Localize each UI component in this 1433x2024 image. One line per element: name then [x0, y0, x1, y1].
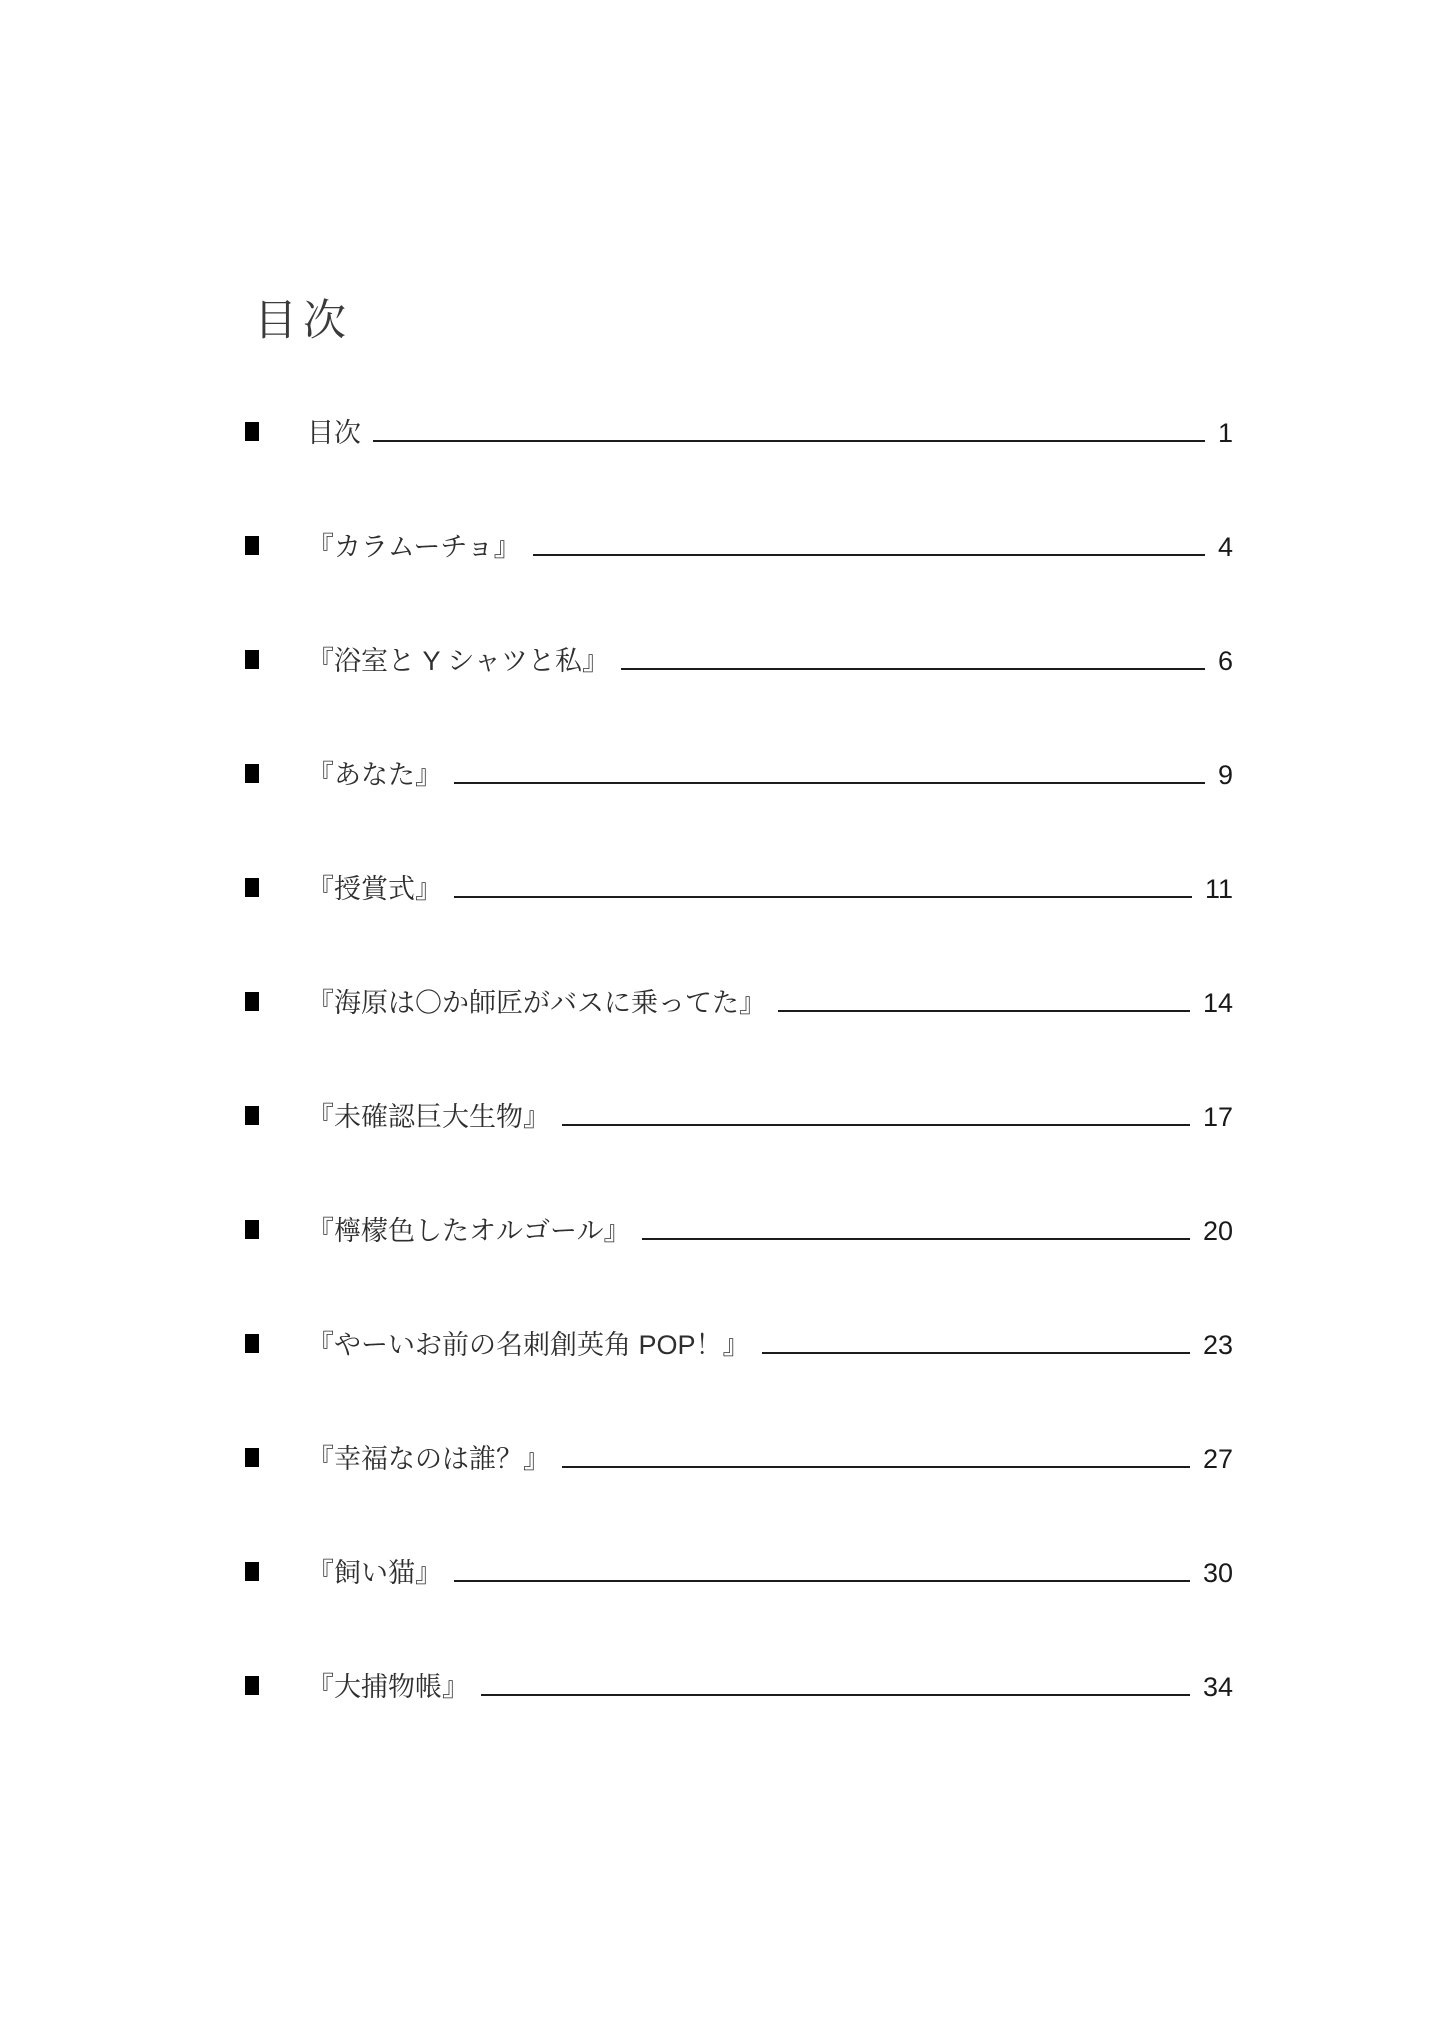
- toc-leader-line: [778, 1010, 1190, 1012]
- toc-leader-line: [454, 1580, 1190, 1582]
- toc-leader-line: [533, 554, 1205, 556]
- toc-page-number: 4: [1217, 532, 1233, 562]
- toc-leader-line: [454, 782, 1205, 784]
- square-bullet-icon: [245, 878, 259, 897]
- toc-leader-line: [454, 896, 1192, 898]
- square-bullet-icon: [245, 1676, 259, 1695]
- toc-entry[interactable]: [245, 1401, 1233, 1515]
- toc-entry-label: 『海原は〇か師匠がバスに乗ってた』: [307, 988, 766, 1018]
- toc-page-number: 30: [1202, 1558, 1233, 1588]
- toc-page-number: 1: [1217, 418, 1233, 448]
- toc-entry-label: 『やーいお前の名刺創英角 POP！』: [307, 1330, 750, 1360]
- toc-leader-line: [621, 668, 1205, 670]
- toc-entry[interactable]: [245, 1287, 1233, 1401]
- toc-page-number: 9: [1217, 760, 1233, 790]
- toc-page-number: 27: [1202, 1444, 1233, 1474]
- toc-leader-line: [642, 1238, 1189, 1240]
- toc-page-number: 14: [1202, 988, 1233, 1018]
- toc-leader-line: [562, 1466, 1190, 1468]
- square-bullet-icon: [245, 650, 259, 669]
- toc-leader-line: [562, 1124, 1190, 1126]
- toc-entry-label: 『授賞式』: [307, 874, 442, 904]
- toc-entry[interactable]: [245, 945, 1233, 1059]
- toc-entry-label: 『浴室と Y シャツと私』: [307, 646, 609, 676]
- toc-leader-line: [762, 1352, 1190, 1354]
- toc-entry-label: 『檸檬色したオルゴール』: [307, 1216, 631, 1246]
- square-bullet-icon: [245, 992, 259, 1011]
- toc-entry-label: 『幸福なのは誰？』: [307, 1444, 550, 1474]
- toc-leader-line: [373, 440, 1205, 442]
- page-title: 目次: [254, 297, 352, 345]
- square-bullet-icon: [245, 1106, 259, 1125]
- square-bullet-icon: [245, 1448, 259, 1467]
- square-bullet-icon: [245, 1334, 259, 1353]
- toc-entry-label: 『大捕物帳』: [307, 1672, 469, 1702]
- toc-page-number: 23: [1202, 1330, 1233, 1360]
- toc-page-number: 11: [1204, 874, 1233, 904]
- toc-entry-label: 『カラムーチョ』: [307, 532, 521, 562]
- toc-entry[interactable]: [245, 1515, 1233, 1629]
- toc-entry-label: 『飼い猫』: [307, 1558, 442, 1588]
- toc-leader-line: [481, 1694, 1190, 1696]
- toc-entry[interactable]: [245, 1173, 1233, 1287]
- square-bullet-icon: [245, 422, 259, 441]
- toc-list: [245, 375, 1233, 1743]
- toc-entry[interactable]: [245, 1629, 1233, 1743]
- square-bullet-icon: [245, 1220, 259, 1239]
- square-bullet-icon: [245, 1562, 259, 1581]
- toc-entry[interactable]: [245, 603, 1233, 717]
- square-bullet-icon: [245, 764, 259, 783]
- toc-entry[interactable]: [245, 717, 1233, 831]
- toc-entry-label: 『未確認巨大生物』: [307, 1102, 550, 1132]
- square-bullet-icon: [245, 536, 259, 555]
- toc-page-number: 34: [1202, 1672, 1233, 1702]
- toc-page-number: 6: [1217, 646, 1233, 676]
- toc-entry-label: 『あなた』: [307, 760, 442, 790]
- toc-entry[interactable]: [245, 375, 1233, 489]
- toc-entry[interactable]: [245, 489, 1233, 603]
- toc-entry[interactable]: [245, 1059, 1233, 1173]
- toc-page-number: 17: [1202, 1102, 1233, 1132]
- toc-entry[interactable]: [245, 831, 1233, 945]
- toc-page-number: 20: [1202, 1216, 1233, 1246]
- toc-entry-label: 目次: [307, 418, 361, 448]
